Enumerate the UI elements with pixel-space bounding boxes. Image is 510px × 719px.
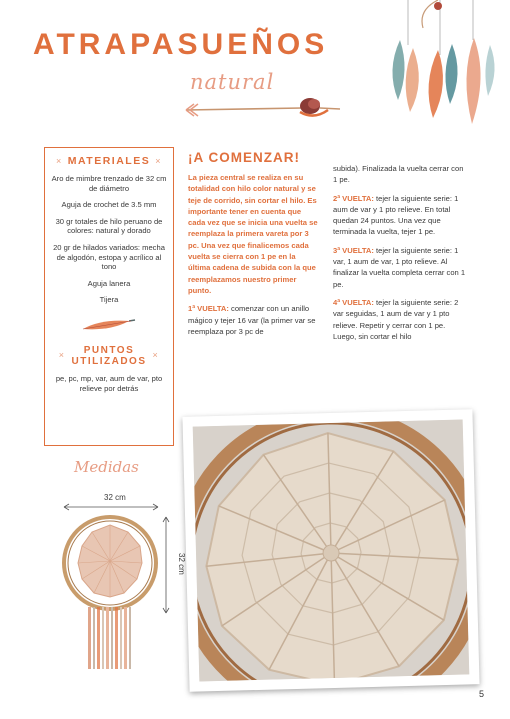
round-4-label: 4ª VUELTA: <box>333 297 374 307</box>
cross-decoration-icon: × <box>58 350 66 361</box>
page-number: 5 <box>479 689 485 699</box>
material-item: Aro de mimbre trenzado de 32 cm de diámetro <box>51 174 167 193</box>
dreamcatcher-diagram <box>58 483 188 673</box>
article-intro: La pieza central se realiza en su totalidad con hilo color natural y se teje de corrido, sin cortar el hilo. Es importante tener en cuenta que cada vez que se inicia una vuelta se reemplaza la primera vareta por 3 pc. Una vez que finalicemos cada vuelta se cierra con 1 pe en la última cadena de subida con la que reemplazamos nuestro primer punto. <box>188 173 318 295</box>
materials-box <box>44 147 174 446</box>
round-4-text: tejer la siguiente serie: 2 var seguidas, 1 aum de var y 1 pto relieve. Repetir y cerrar con 1 pe. Luego, sin cortar el hilo <box>333 297 459 341</box>
crochet-photo <box>182 409 479 691</box>
round-2-paragraph <box>333 193 469 238</box>
round-1-text: comenzar con un anillo mágico y tejer 16 var (la primer var se reemplaza por 3 pc de <box>188 304 316 336</box>
cross-decoration-icon: × <box>55 156 63 166</box>
materials-heading-text: MATERIALES <box>67 155 151 167</box>
material-item: 30 gr totales de hilo peruano de colores: natural y dorado <box>55 216 163 236</box>
points-heading-line2: UTILIZADOS <box>71 355 147 367</box>
feathers-illustration-icon <box>378 0 510 135</box>
cross-decoration-icon: × <box>152 350 160 361</box>
measures-heading: Medidas <box>74 458 139 476</box>
material-item: Aguja de crochet de 3.5 mm <box>61 200 157 210</box>
article-column-1 <box>188 172 318 344</box>
height-label: 32 cm <box>177 553 186 575</box>
article-heading: ¡A COMENZAR! <box>188 150 300 165</box>
fringe-tassels <box>88 607 131 669</box>
round-3-paragraph <box>333 245 469 290</box>
round-2-text: tejer la siguiente serie: 1 aum de var y 1 pto relieve. En total quedan 24 puntos. Una vez que terminada la vuelta, tejer 1 pe. <box>333 193 459 237</box>
photo-content <box>193 420 470 682</box>
round-4-paragraph <box>333 297 469 342</box>
cross-decoration-icon: × <box>155 156 162 166</box>
points-text: pe, pc, mp, var, aum de var, pto relieve por detrás <box>55 373 163 393</box>
round-3-text: tejer la siguiente serie: 1 var, 1 aum de var, 1 pto relieve. Al finalizar la vuelta completa cerrar con 1 pe. <box>333 245 466 289</box>
page-title: ATRAPASUEÑOS <box>33 28 329 61</box>
material-item: Tijera <box>99 295 119 305</box>
material-item: 20 gr de hilados variados: mecha de algodón, estopa y acrílico al tono <box>53 242 165 272</box>
material-item: Aguja lanera <box>87 278 131 288</box>
article-column-2 <box>333 163 469 349</box>
crochet-web-image <box>193 420 470 682</box>
width-label: 32 cm <box>104 493 126 502</box>
arrow-decoration-icon <box>184 88 344 128</box>
points-heading <box>51 345 167 367</box>
materials-heading <box>51 155 167 167</box>
feather-icon <box>81 317 137 333</box>
round-1-label: 1ª VUELTA: <box>188 304 229 314</box>
page-subtitle: natural <box>190 70 275 94</box>
round-1-paragraph <box>188 303 318 337</box>
points-heading-line1: PUNTOS <box>83 344 135 356</box>
round-2-label: 2ª VUELTA: <box>333 193 374 203</box>
round-3-label: 3ª VUELTA: <box>333 245 374 255</box>
round-1-continuation: subida). Finalizada la vuelta cerrar con 1 pe. <box>333 164 464 185</box>
